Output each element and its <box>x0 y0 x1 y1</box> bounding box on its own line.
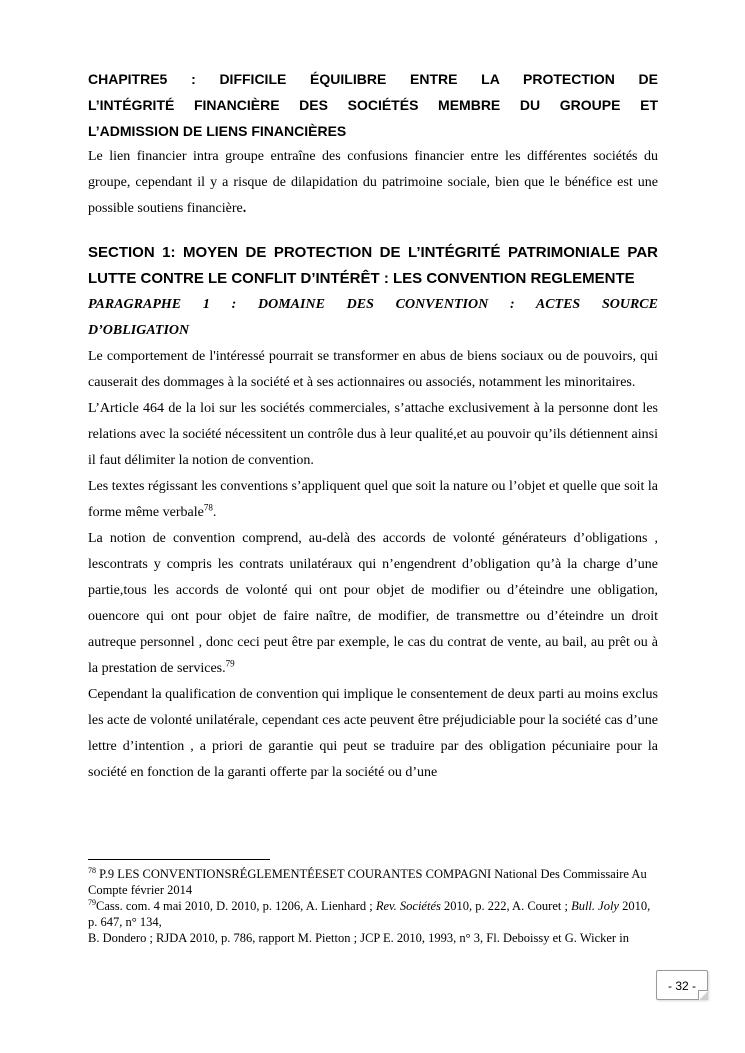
body-paragraph-1: Le comportement de l'intéressé pourrait se transformer en abus de biens sociaux ou de pouvoirs, qui causerait des dommages à la société et à ses actionnaires ou associés, notamment les minoritaires. <box>88 349 658 390</box>
chapter-title-line-3: L’ADMISSION DE LIENS FINANCIÈRES <box>88 123 347 139</box>
footnote-79-text-a: Cass. com. 4 mai 2010, D. 2010, p. 1206, A. Lienhard ; <box>96 899 376 913</box>
chapter-title <box>88 66 658 144</box>
footnotes <box>88 866 658 946</box>
body-paragraph-3-text: Les textes régissant les conventions s’appliquent quel que soit la nature ou l’objet et quelle que soit la forme même verbale <box>88 479 658 520</box>
footnote-ref-79[interactable]: 79 <box>225 658 235 669</box>
footnote-78 <box>88 866 658 898</box>
body-paragraph-3 <box>88 474 658 526</box>
footnote-ref-78[interactable]: 78 <box>203 502 213 513</box>
paragraph-heading-line-2: D’OBLIGATION <box>88 323 190 338</box>
body-paragraph-2: L’Article 464 de la loi sur les sociétés commerciales, s’attache exclusivement à la personne dont les relations avec la société nécessitent un contrôle dus à leur qualité,et au pouvoir qu’ils détiennent ainsi il faut délimiter la notion de convention. <box>88 401 658 468</box>
intro-end: . <box>242 201 247 216</box>
page-curl-icon <box>698 990 708 1000</box>
body-paragraph-3-end: . <box>212 505 217 520</box>
footnote-79 <box>88 898 658 930</box>
paragraph-heading-line-1: PARAGRAPHE 1 : DOMAINE DES CONVENTION : ACTES SOURCE <box>88 297 658 312</box>
footnote-79-continued: B. Dondero ; RJDA 2010, p. 786, rapport M. Pietton ; JCP E. 2010, 1993, n° 3, Fl. Deboissy et G. Wicker in <box>88 931 629 945</box>
footnote-separator <box>88 859 270 860</box>
section-title-line-2: LUTTE CONTRE LE CONFLIT D’INTÉRÊT : LES CONVENTION REGLEMENTE <box>88 270 635 287</box>
chapter-title-line-1: CHAPITRE5 : DIFFICILE ÉQUILIBRE ENTRE LA PROTECTION DE <box>88 71 658 87</box>
intro-paragraph <box>88 144 658 222</box>
body-paragraph-5: Cependant la qualification de convention qui implique le consentement de deux parti au moins exclus les acte de volonté unilatérale, cependant ces acte peuvent être préjudiciable pour la société cas d’une lettre d’intention , a priori de garantie qui peut se traduire par des obligation pécuniaire pour la société en fonction de la garanti offerte par la société ou d’une <box>88 687 658 780</box>
body-paragraph-4 <box>88 526 658 682</box>
chapter-title-line-2: L’INTÉGRITÉ FINANCIÈRE DES SOCIÉTÉS MEMBRE DU GROUPE ET <box>88 97 658 113</box>
footnote-78-text: P.9 LES CONVENTIONSRÉGLEMENTÉESET COURANTES COMPAGNI National Des Commissaire Au Compte février 2014 <box>88 867 647 897</box>
paragraph-heading <box>88 292 658 344</box>
intro-text: Le lien financier intra groupe entraîne des confusions financier entre les différentes sociétés du groupe, cependant il y a risque de dilapidation du patrimoine sociale, bien que le bénéfice est une possible soutiens financière <box>88 149 658 216</box>
footnote-79-journal-2: Bull. Joly <box>571 899 619 913</box>
document-page <box>88 66 658 786</box>
section-title <box>88 240 658 292</box>
footnote-79-journal-1: Rev. Sociétés <box>375 899 441 913</box>
footnote-79-text-e: 2010, p. 647, n° 134, <box>88 899 651 929</box>
footnote-79-text-c: 2010, p. 222, A. Couret ; <box>440 899 572 913</box>
body-paragraph-4-text: La notion de convention comprend, au-delà des accords de volonté générateurs d’obligations , lescontrats y compris les contrats unilatéraux qui n’engendrent d’obligation qu’à la charge d’une partie,tous les accords de volonté qui ont pour objet de modifier ou d’éteindre une obligation, ouencore qui ont pour objet de faire naître, de modifier, de transmettre ou d’éteindre un droit autreque personnel , donc ceci peut être par exemple, le cas du contrat de vente, au bail, au prêt ou à la prestation de services. <box>88 531 658 676</box>
footnote-78-number: 78 <box>88 865 96 875</box>
page-number-box <box>656 970 708 1000</box>
section-title-line-1: SECTION 1: MOYEN DE PROTECTION DE L’INTÉGRITÉ PATRIMONIALE PAR <box>88 244 658 261</box>
footnote-79-number: 79 <box>88 897 96 907</box>
page-number: - 32 - <box>667 979 696 993</box>
